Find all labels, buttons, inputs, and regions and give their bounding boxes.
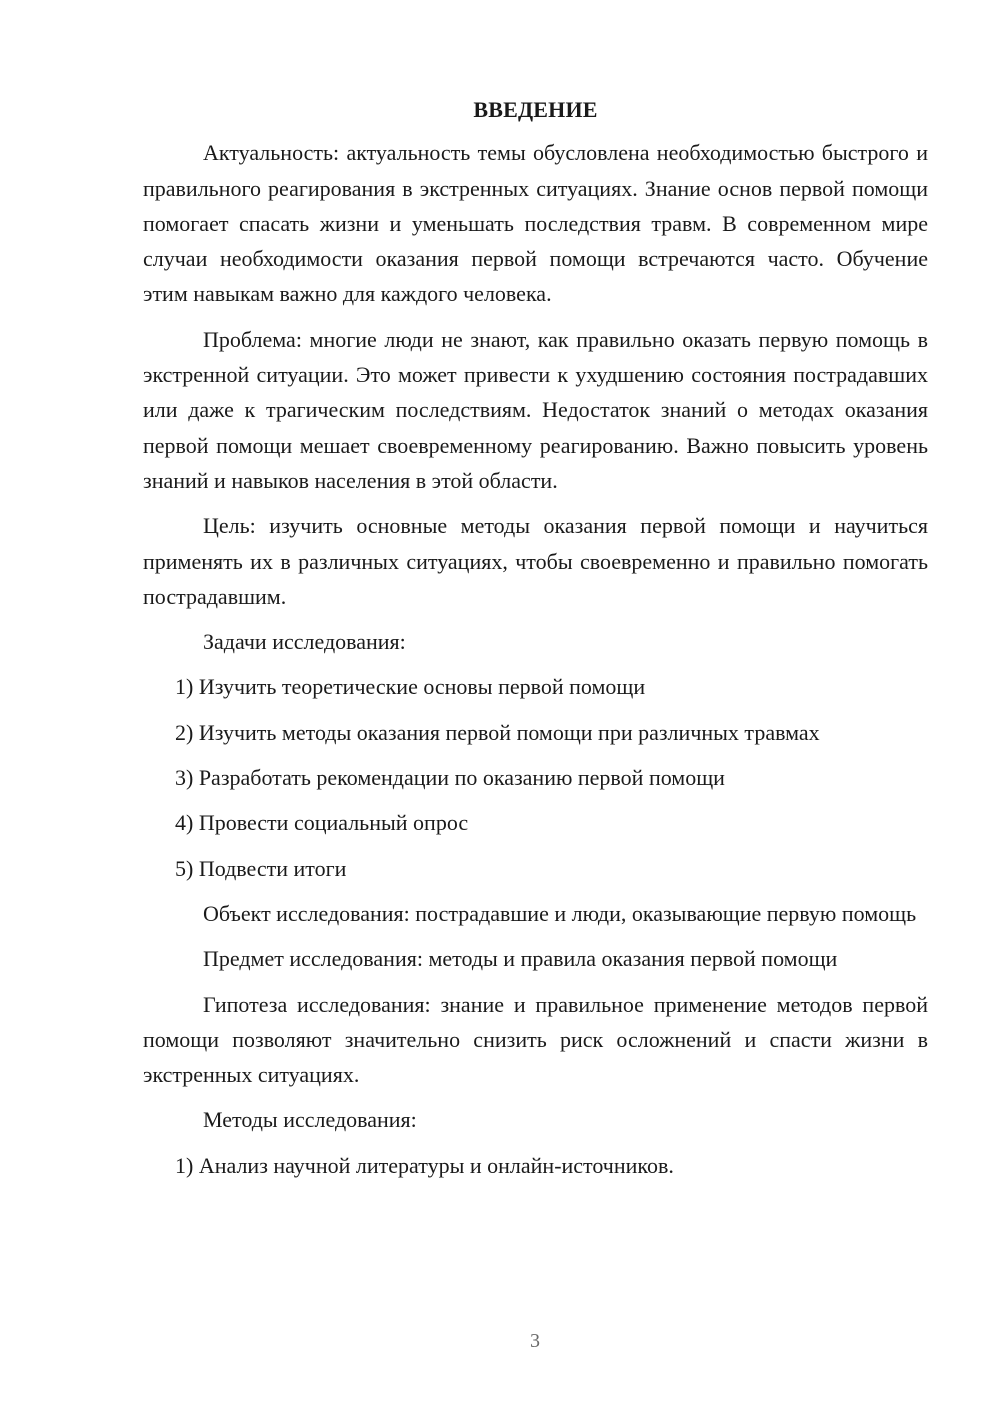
tasks-heading: Задачи исследования: (203, 629, 406, 655)
methods-list (143, 1148, 928, 1183)
hypothesis-paragraph: Гипотеза исследования: знание и правильное применение методов первой помощи позволяют значительно снизить риск осложнений и спасти жизни в экстренных ситуациях. (143, 991, 928, 1088)
relevance-paragraph: Актуальность: актуальность темы обусловлена необходимостью быстрого и правильного реагирования в экстренных ситуациях. Знание основ первой помощи помогает спасать жизни и уменьшать последствия травм. В современном мире случаи необходимости оказания первой помощи встречаются часто. Обучение этим навыкам важно для каждого человека. (143, 140, 928, 307)
list-item: 2) Изучить методы оказания первой помощи при различных травмах (175, 719, 820, 745)
page-number: 3 (530, 1330, 540, 1352)
methods-heading: Методы исследования: (203, 1107, 417, 1133)
problem-paragraph: Проблема: многие люди не знают, как правильно оказать первую помощь в экстренной ситуации. Это может привести к ухудшению состояния пострадавших или даже к трагическим последствиям. Недостаток знаний о методах оказания первой помощи мешает своевременному реагированию. Важно повысить уровень знаний и навыков населения в этой области. (143, 326, 928, 493)
list-item: 1) Анализ научной литературы и онлайн-источников. (175, 1152, 674, 1178)
object-paragraph: Объект исследования: пострадавшие и люди, оказывающие первую помощь (203, 900, 917, 926)
document-page (143, 92, 928, 1193)
goal-paragraph: Цель: изучить основные методы оказания первой помощи и научиться применять их в различных ситуациях, чтобы своевременно и правильно помогать пострадавшим. (143, 513, 928, 609)
list-item: 4) Провести социальный опрос (175, 810, 469, 836)
subject-paragraph: Предмет исследования: методы и правила оказания первой помощи (203, 946, 838, 972)
list-item: 3) Разработать рекомендации по оказанию первой помощи (175, 765, 725, 791)
list-item: 1) Изучить теоретические основы первой помощи (175, 674, 646, 700)
tasks-list (143, 669, 928, 885)
section-title: ВВЕДЕНИЕ (473, 97, 598, 122)
list-item: 5) Подвести итоги (175, 855, 347, 881)
